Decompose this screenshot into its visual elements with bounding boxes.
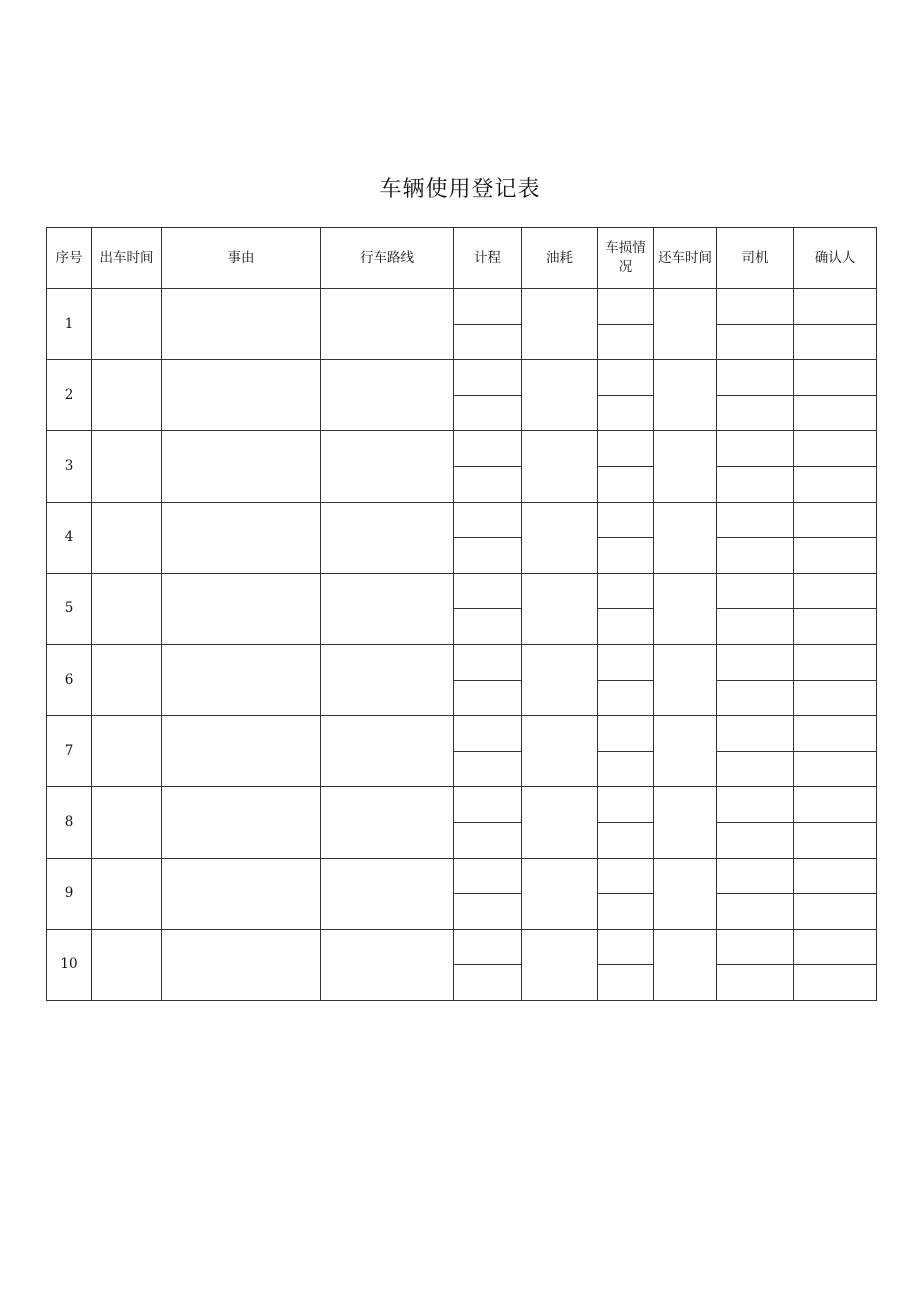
seq-cell: 7 — [47, 716, 92, 787]
mileage-cell-top[interactable] — [454, 573, 522, 609]
damage-cell-bottom[interactable] — [598, 751, 654, 787]
confirmer-cell-bottom[interactable] — [794, 466, 877, 502]
damage-cell-bottom[interactable] — [598, 395, 654, 431]
seq-cell: 10 — [47, 929, 92, 1000]
header-row — [47, 228, 877, 289]
form-title: 车辆使用登记表 — [379, 177, 541, 202]
damage-cell-top[interactable] — [598, 431, 654, 467]
seq-cell: 2 — [47, 360, 92, 431]
driver-cell-bottom[interactable] — [717, 538, 794, 574]
mileage-cell-bottom[interactable] — [454, 609, 522, 645]
damage-cell-top[interactable] — [598, 360, 654, 396]
confirmer-cell-top[interactable] — [794, 360, 877, 396]
confirmer-cell-top[interactable] — [794, 289, 877, 325]
driver-cell-bottom[interactable] — [717, 324, 794, 360]
fuel-cell[interactable] — [522, 644, 598, 715]
driver-cell-top[interactable] — [717, 929, 794, 965]
depart-time-cell[interactable] — [92, 360, 162, 431]
fuel-cell[interactable] — [522, 573, 598, 644]
vehicle-log-table — [46, 227, 877, 1001]
return-time-cell[interactable] — [654, 858, 717, 929]
mileage-cell-bottom[interactable] — [454, 965, 522, 1001]
route-cell[interactable] — [321, 573, 454, 644]
mileage-cell-top[interactable] — [454, 929, 522, 965]
confirmer-cell-top[interactable] — [794, 929, 877, 965]
return-time-cell[interactable] — [654, 644, 717, 715]
depart-time-cell[interactable] — [92, 716, 162, 787]
confirmer-cell-bottom[interactable] — [794, 395, 877, 431]
driver-cell-bottom[interactable] — [717, 466, 794, 502]
driver-cell-top[interactable] — [717, 360, 794, 396]
header-return-time: 还车时间 — [654, 228, 717, 289]
damage-cell-bottom[interactable] — [598, 609, 654, 645]
confirmer-cell-bottom[interactable] — [794, 894, 877, 930]
damage-cell-top[interactable] — [598, 644, 654, 680]
return-time-cell[interactable] — [654, 502, 717, 573]
mileage-cell-top[interactable] — [454, 716, 522, 752]
route-cell[interactable] — [321, 289, 454, 360]
mileage-cell-top[interactable] — [454, 360, 522, 396]
driver-cell-top[interactable] — [717, 787, 794, 823]
driver-cell-top[interactable] — [717, 644, 794, 680]
damage-cell-top[interactable] — [598, 502, 654, 538]
confirmer-cell-top[interactable] — [794, 502, 877, 538]
damage-cell-top[interactable] — [598, 573, 654, 609]
header-mileage: 计程 — [454, 228, 522, 289]
damage-cell-bottom[interactable] — [598, 822, 654, 858]
route-cell[interactable] — [321, 787, 454, 858]
mileage-cell-top[interactable] — [454, 431, 522, 467]
return-time-cell[interactable] — [654, 289, 717, 360]
damage-cell-bottom[interactable] — [598, 324, 654, 360]
damage-cell-top[interactable] — [598, 289, 654, 325]
mileage-cell-bottom[interactable] — [454, 324, 522, 360]
seq-cell: 1 — [47, 289, 92, 360]
mileage-cell-top[interactable] — [454, 289, 522, 325]
depart-time-cell[interactable] — [92, 431, 162, 502]
reason-cell[interactable] — [162, 502, 321, 573]
fuel-cell[interactable] — [522, 502, 598, 573]
reason-cell[interactable] — [162, 644, 321, 715]
header-damage-label: 车损情况 — [605, 240, 646, 275]
route-cell[interactable] — [321, 360, 454, 431]
confirmer-cell-bottom[interactable] — [794, 680, 877, 716]
record-row — [47, 360, 877, 396]
route-cell[interactable] — [321, 929, 454, 1000]
return-time-cell[interactable] — [654, 360, 717, 431]
reason-cell[interactable] — [162, 716, 321, 787]
confirmer-cell-top[interactable] — [794, 858, 877, 894]
depart-time-cell[interactable] — [92, 502, 162, 573]
fuel-cell[interactable] — [522, 360, 598, 431]
header-fuel: 油耗 — [522, 228, 598, 289]
damage-cell-top[interactable] — [598, 929, 654, 965]
record-row — [47, 502, 877, 538]
mileage-cell-bottom[interactable] — [454, 680, 522, 716]
return-time-cell[interactable] — [654, 716, 717, 787]
seq-cell: 8 — [47, 787, 92, 858]
seq-cell: 3 — [47, 431, 92, 502]
driver-cell-bottom[interactable] — [717, 680, 794, 716]
damage-cell-bottom[interactable] — [598, 965, 654, 1001]
mileage-cell-top[interactable] — [454, 502, 522, 538]
return-time-cell[interactable] — [654, 573, 717, 644]
depart-time-cell[interactable] — [92, 289, 162, 360]
reason-cell[interactable] — [162, 431, 321, 502]
driver-cell-bottom[interactable] — [717, 609, 794, 645]
depart-time-cell[interactable] — [92, 644, 162, 715]
depart-time-cell[interactable] — [92, 573, 162, 644]
header-damage — [598, 228, 654, 289]
driver-cell-top[interactable] — [717, 502, 794, 538]
record-row — [47, 289, 877, 325]
depart-time-cell[interactable] — [92, 858, 162, 929]
fuel-cell[interactable] — [522, 716, 598, 787]
confirmer-cell-top[interactable] — [794, 716, 877, 752]
damage-cell-bottom[interactable] — [598, 894, 654, 930]
mileage-cell-top[interactable] — [454, 787, 522, 823]
seq-cell: 4 — [47, 502, 92, 573]
return-time-cell[interactable] — [654, 431, 717, 502]
header-driver: 司机 — [717, 228, 794, 289]
fuel-cell[interactable] — [522, 787, 598, 858]
mileage-cell-bottom[interactable] — [454, 538, 522, 574]
header-route: 行车路线 — [321, 228, 454, 289]
confirmer-cell-bottom[interactable] — [794, 538, 877, 574]
confirmer-cell-bottom[interactable] — [794, 965, 877, 1001]
fuel-cell[interactable] — [522, 431, 598, 502]
header-confirmer: 确认人 — [794, 228, 877, 289]
damage-cell-bottom[interactable] — [598, 680, 654, 716]
driver-cell-top[interactable] — [717, 431, 794, 467]
driver-cell-top[interactable] — [717, 289, 794, 325]
confirmer-cell-top[interactable] — [794, 644, 877, 680]
route-cell[interactable] — [321, 502, 454, 573]
header-reason: 事由 — [162, 228, 321, 289]
header-depart-time: 出车时间 — [92, 228, 162, 289]
return-time-cell[interactable] — [654, 787, 717, 858]
mileage-cell-bottom[interactable] — [454, 466, 522, 502]
reason-cell[interactable] — [162, 289, 321, 360]
driver-cell-bottom[interactable] — [717, 751, 794, 787]
depart-time-cell[interactable] — [92, 929, 162, 1000]
damage-cell-bottom[interactable] — [598, 538, 654, 574]
header-seq: 序号 — [47, 228, 92, 289]
damage-cell-bottom[interactable] — [598, 466, 654, 502]
confirmer-cell-top[interactable] — [794, 431, 877, 467]
driver-cell-bottom[interactable] — [717, 894, 794, 930]
record-row — [47, 573, 877, 609]
confirmer-cell-bottom[interactable] — [794, 324, 877, 360]
fuel-cell[interactable] — [522, 929, 598, 1000]
mileage-cell-bottom[interactable] — [454, 894, 522, 930]
route-cell[interactable] — [321, 858, 454, 929]
confirmer-cell-top[interactable] — [794, 573, 877, 609]
damage-cell-top[interactable] — [598, 858, 654, 894]
record-row — [47, 787, 877, 823]
reason-cell[interactable] — [162, 360, 321, 431]
seq-cell: 9 — [47, 858, 92, 929]
confirmer-cell-bottom[interactable] — [794, 609, 877, 645]
seq-cell: 5 — [47, 573, 92, 644]
mileage-cell-top[interactable] — [454, 858, 522, 894]
mileage-cell-bottom[interactable] — [454, 822, 522, 858]
record-row — [47, 858, 877, 894]
confirmer-cell-top[interactable] — [794, 787, 877, 823]
reason-cell[interactable] — [162, 858, 321, 929]
driver-cell-bottom[interactable] — [717, 822, 794, 858]
damage-cell-top[interactable] — [598, 716, 654, 752]
driver-cell-top[interactable] — [717, 858, 794, 894]
driver-cell-top[interactable] — [717, 573, 794, 609]
confirmer-cell-bottom[interactable] — [794, 822, 877, 858]
record-row — [47, 716, 877, 752]
return-time-cell[interactable] — [654, 929, 717, 1000]
route-cell[interactable] — [321, 716, 454, 787]
record-row — [47, 431, 877, 467]
driver-cell-bottom[interactable] — [717, 395, 794, 431]
mileage-cell-top[interactable] — [454, 644, 522, 680]
mileage-cell-bottom[interactable] — [454, 395, 522, 431]
seq-cell: 6 — [47, 644, 92, 715]
driver-cell-top[interactable] — [717, 716, 794, 752]
record-row — [47, 644, 877, 680]
driver-cell-bottom[interactable] — [717, 965, 794, 1001]
confirmer-cell-bottom[interactable] — [794, 751, 877, 787]
fuel-cell[interactable] — [522, 858, 598, 929]
damage-cell-top[interactable] — [598, 787, 654, 823]
depart-time-cell[interactable] — [92, 787, 162, 858]
reason-cell[interactable] — [162, 787, 321, 858]
record-row — [47, 929, 877, 965]
mileage-cell-bottom[interactable] — [454, 751, 522, 787]
fuel-cell[interactable] — [522, 289, 598, 360]
reason-cell[interactable] — [162, 929, 321, 1000]
route-cell[interactable] — [321, 644, 454, 715]
route-cell[interactable] — [321, 431, 454, 502]
reason-cell[interactable] — [162, 573, 321, 644]
